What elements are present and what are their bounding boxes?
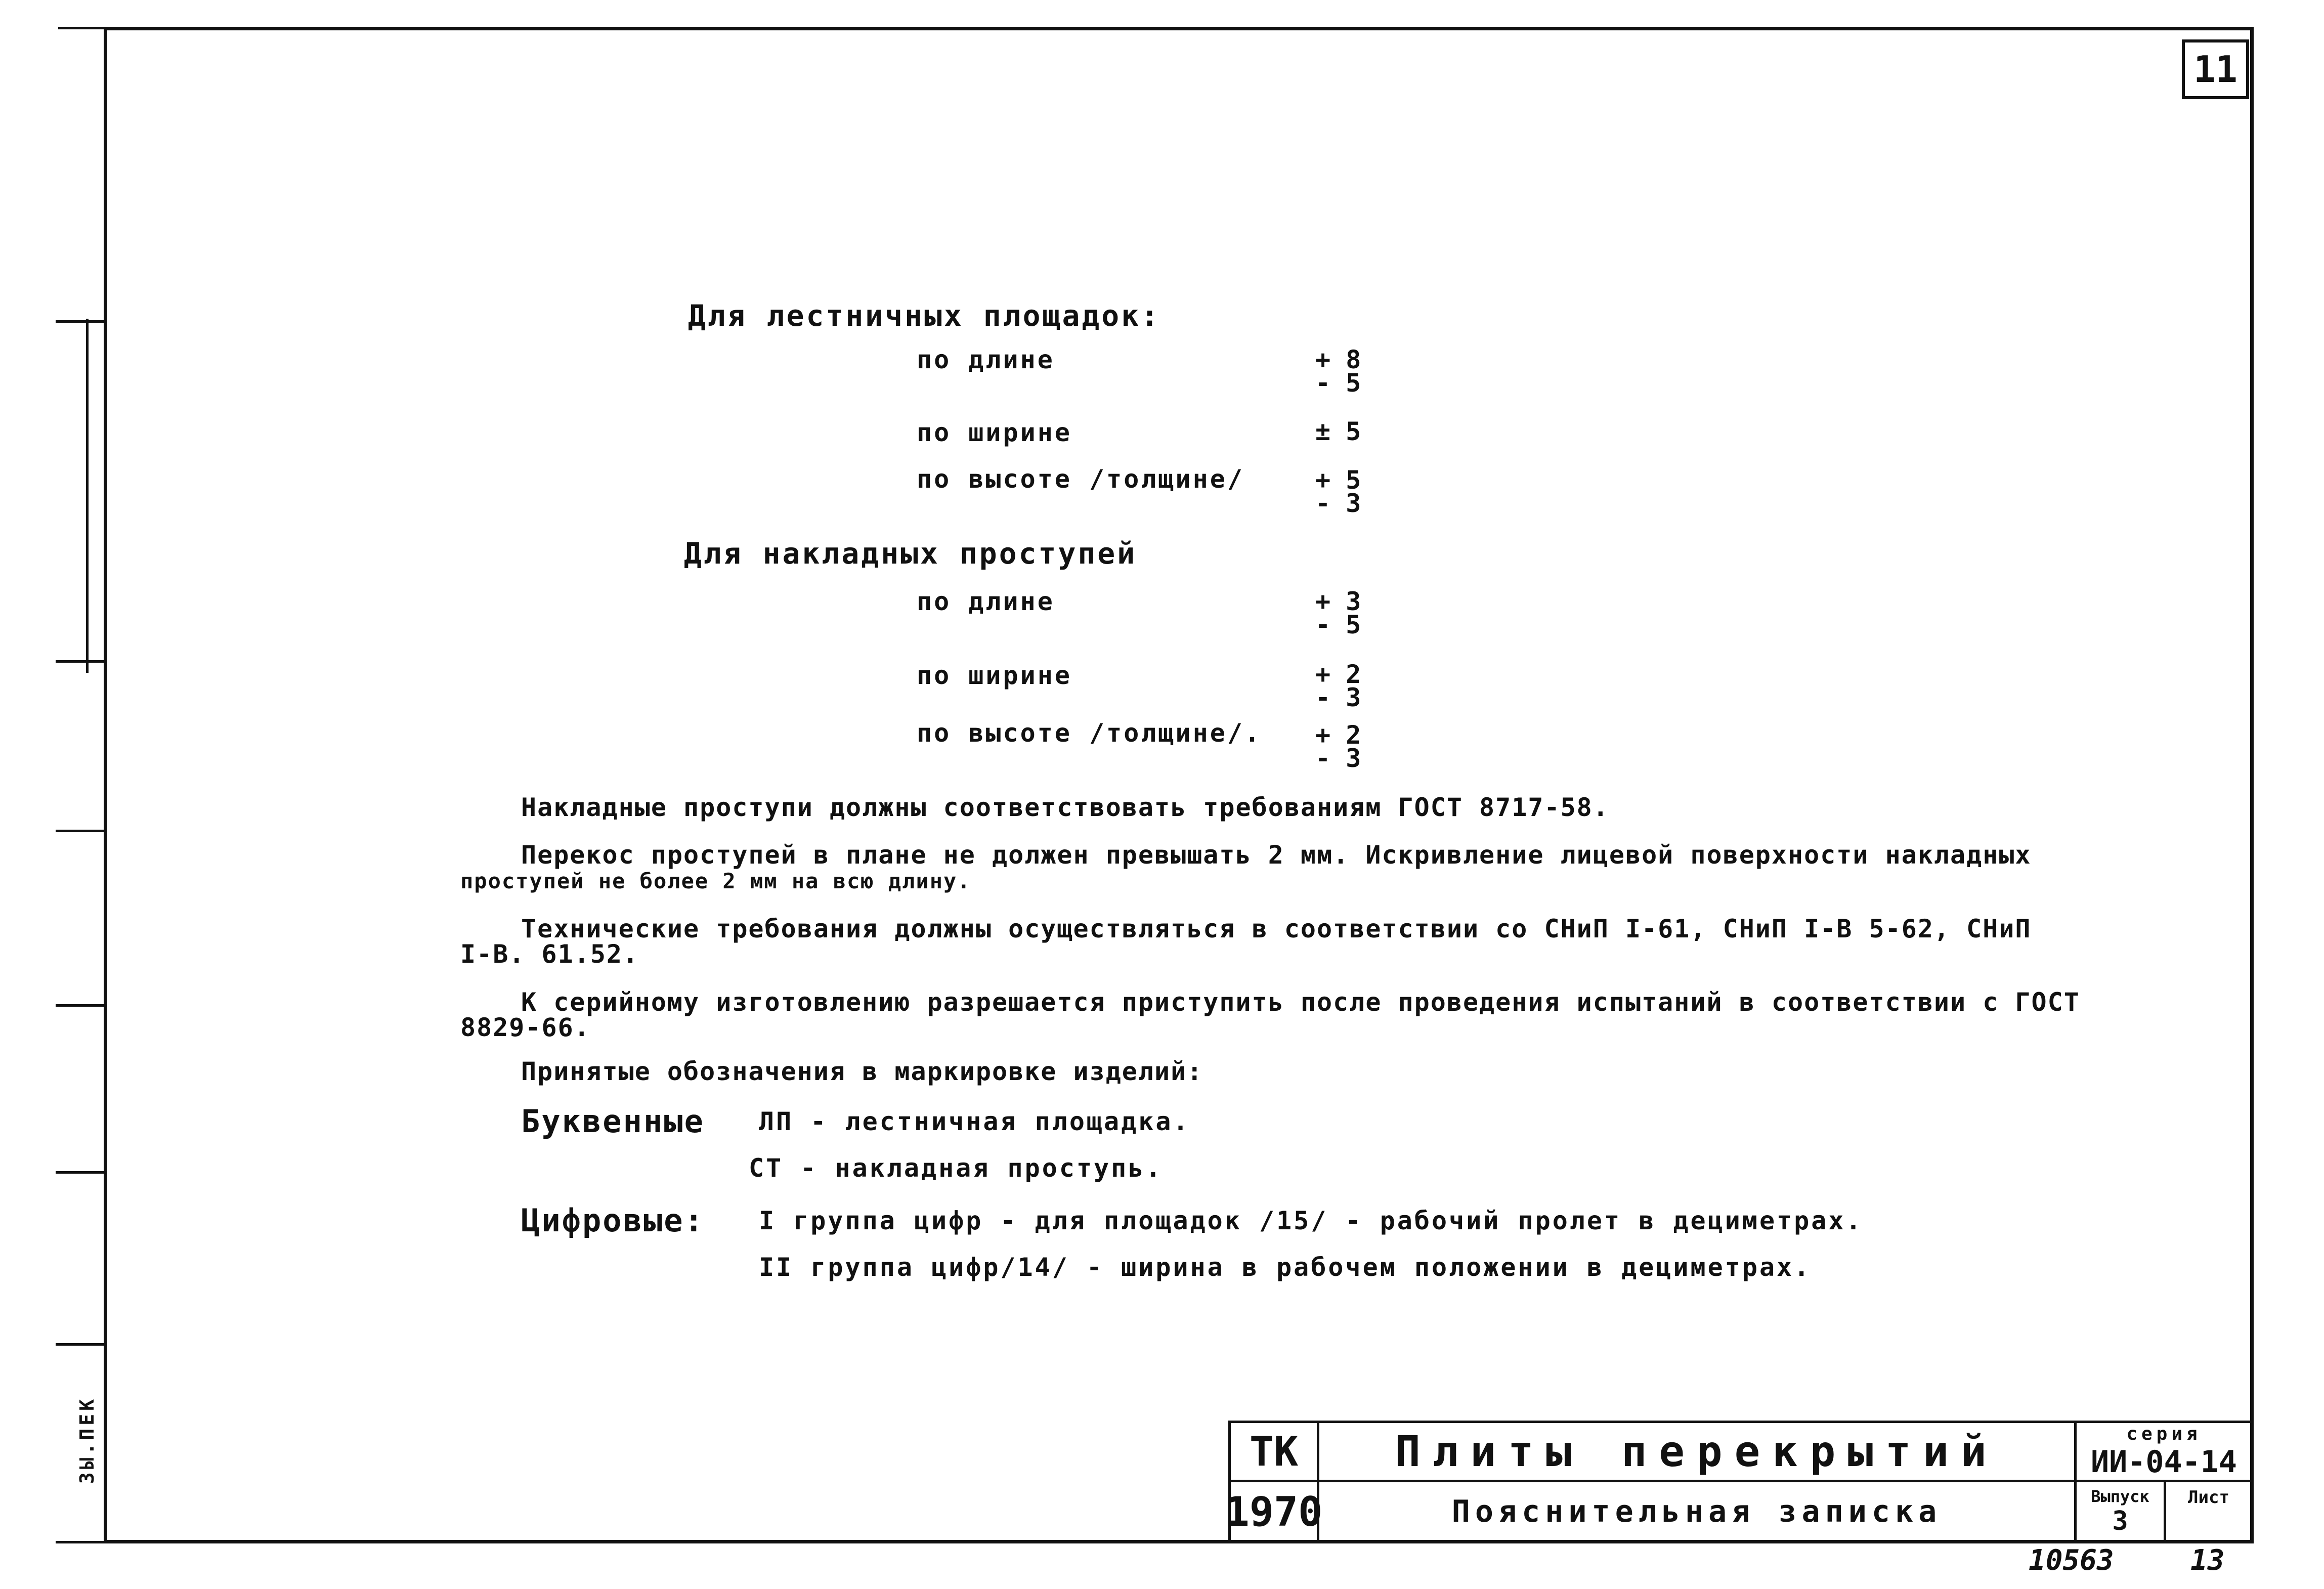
sheet-number-box <box>2182 39 2249 99</box>
series-value: ИИ-04-14 <box>2091 1444 2237 1480</box>
treads-length-tol <box>1315 587 1361 639</box>
tol-minus: - 3 <box>1315 489 1361 518</box>
binding-tick <box>56 1004 106 1007</box>
title-block-title <box>1317 1421 2077 1482</box>
paragraph-marking-intro: Принятые обозначения в маркировке изделий: <box>521 1057 1203 1086</box>
letters-item: ЛП - лестничная площадка. <box>759 1107 1190 1136</box>
paragraph-tech-line1: Технические требования должны осуществляться в соответствии со СНиП I-61, СНиП I-В 5-62, СНиП <box>521 914 2032 943</box>
treads-length-label: по длине <box>917 587 1055 616</box>
landings-width-tol <box>1315 417 1361 446</box>
drawing-frame <box>104 27 2254 1543</box>
org-code: ТК <box>1249 1428 1299 1475</box>
tol-plusminus: ± 5 <box>1315 417 1361 446</box>
binding-tick <box>56 1541 106 1543</box>
landings-length-tol <box>1315 345 1361 398</box>
series-label: серия <box>2126 1423 2202 1444</box>
binding-tick <box>56 830 106 832</box>
document-title: Плиты перекрытий <box>1395 1427 1999 1476</box>
issue-value: 3 <box>2112 1506 2128 1536</box>
paragraph-skew-line1: Перекос проступей в плане не должен превышать 2 мм. Искривление лицевой поверхности накладных <box>521 840 2032 870</box>
tol-plus: + 8 <box>1315 345 1361 374</box>
tol-plus: + 5 <box>1315 465 1361 495</box>
binding-tick <box>56 660 106 663</box>
page-number: 13 <box>2190 1544 2225 1577</box>
landings-width-label: по ширине <box>917 418 1072 447</box>
tol-minus: - 5 <box>1315 368 1361 398</box>
year: 1970 <box>1225 1488 1323 1535</box>
paragraph-skew-line2: проступей не более 2 мм на всю длину. <box>460 869 971 893</box>
paragraph-gost-treads: Накладные проступи должны соответствовать требованиям ГОСТ 8717-58. <box>521 793 1609 822</box>
tol-plus: + 2 <box>1315 660 1361 689</box>
treads-heading: Для накладных проступей <box>684 536 1137 571</box>
paragraph-serial-line1: К серийному изготовлению разрешается приступить после проведения испытаний в соответствии с ГОСТ <box>521 987 2080 1017</box>
title-block-year <box>1225 1480 1323 1543</box>
title-block-org <box>1228 1421 1319 1482</box>
paragraph-serial-line2: 8829-66. <box>460 1013 590 1042</box>
margin-stamp: ЗЫ.ПЕК <box>76 1396 98 1484</box>
digits-item: II группа цифр/14/ - ширина в рабочем положении в дециметрах. <box>759 1253 1812 1282</box>
tol-plus: + 2 <box>1315 720 1361 750</box>
document-subtitle: Пояснительная записка <box>1451 1494 1942 1529</box>
title-block <box>1225 1421 2254 1543</box>
treads-width-tol <box>1315 660 1361 712</box>
archive-number: 10563 <box>2029 1544 2114 1577</box>
binding-tick <box>56 1171 106 1174</box>
letters-item: СТ - накладная проступь. <box>749 1153 1163 1183</box>
title-block-issue <box>2074 1480 2166 1543</box>
treads-height-label: по высоте /толщине/. <box>917 718 1262 748</box>
treads-width-label: по ширине <box>917 661 1072 690</box>
binding-tick <box>58 27 106 29</box>
binding-tick <box>56 1343 106 1346</box>
binding-line <box>86 319 89 673</box>
tol-minus: - 3 <box>1315 683 1361 712</box>
landings-height-tol <box>1315 465 1361 518</box>
title-block-subtitle <box>1317 1480 2077 1543</box>
letters-label: Буквенные <box>521 1103 705 1140</box>
landings-height-label: по высоте /толщине/ <box>917 464 1244 494</box>
treads-height-tol <box>1315 720 1361 773</box>
paragraph-tech-line2: I-В. 61.52. <box>460 939 639 969</box>
landings-length-label: по длине <box>917 345 1055 374</box>
sheet-label: Лист <box>2188 1487 2229 1508</box>
binding-tick <box>56 320 106 323</box>
digits-item: I группа цифр - для площадок /15/ - рабочий пролет в дециметрах. <box>759 1206 1863 1235</box>
landings-heading: Для лестничных площадок: <box>688 298 1161 333</box>
title-block-sheet <box>2164 1480 2254 1543</box>
tol-minus: - 3 <box>1315 744 1361 773</box>
tol-minus: - 5 <box>1315 610 1361 639</box>
digits-label: Цифровые: <box>521 1202 705 1239</box>
sheet-number: 11 <box>2193 48 2237 91</box>
title-block-series <box>2074 1421 2254 1482</box>
issue-label: Выпуск <box>2091 1487 2149 1506</box>
tol-plus: + 3 <box>1315 587 1361 616</box>
